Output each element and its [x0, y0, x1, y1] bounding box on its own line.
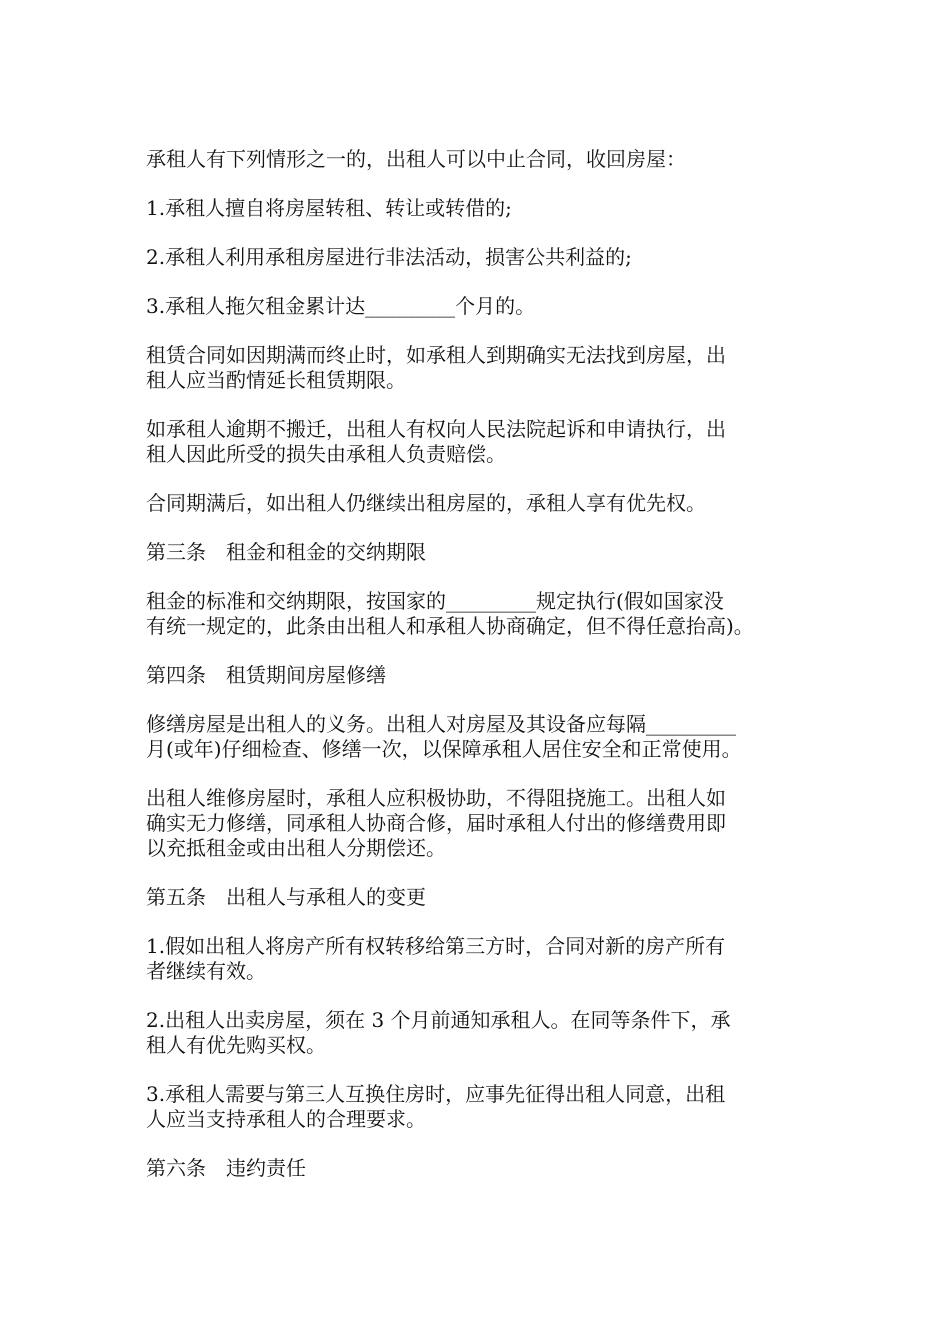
paragraph-priority-right: 合同期满后，如出租人仍继续出租房屋的，承租人享有优先权。 [146, 491, 706, 515]
paragraph-rent-standard: 租金的标准和交纳期限，按国家的_________规定执行(假如国家没 有统一规定的，此条由出租人和承租人协商确定，但不得任意抬高)。 [146, 589, 754, 638]
document-body [146, 147, 826, 1205]
section-heading-article-4: 第四条 租赁期间房屋修缮 [146, 663, 386, 687]
section-heading-article-3: 第三条 租金和租金的交纳期限 [146, 540, 426, 564]
paragraph-item-illegal-use: 2.承租人利用承租房屋进行非法活动，损害公共利益的; [146, 245, 632, 269]
paragraph-item-rent-arrears: 3.承租人拖欠租金累计达_________个月的。 [146, 294, 536, 318]
paragraph-termination-intro: 承租人有下列情形之一的，出租人可以中止合同，收回房屋： [146, 147, 686, 171]
section-heading-article-5: 第五条 出租人与承租人的变更 [146, 885, 426, 909]
paragraph-overdue-eviction: 如承租人逾期不搬迁，出租人有权向人民法院起诉和申请执行，出 租人因此所受的损失由承租人负责赔偿。 [146, 417, 726, 466]
paragraph-lease-extension: 租赁合同如因期满而终止时，如承租人到期确实无法找到房屋，出 租人应当酌情延长租赁期限。 [146, 343, 726, 392]
paragraph-sale-notice: 2.出租人出卖房屋，须在 3 个月前通知承租人。在同等条件下，承 租人有优先购买权。 [146, 1008, 731, 1057]
paragraph-housing-exchange: 3.承租人需要与第三人互换住房时，应事先征得出租人同意，出租 人应当支持承租人的合理要求。 [146, 1082, 726, 1131]
paragraph-repair-obligation: 修缮房屋是出租人的义务。出租人对房屋及其设备应每隔_________ 月(或年)仔细检查、修缮一次，以保障承租人居住安全和正常使用。 [146, 712, 742, 761]
section-heading-article-6: 第六条 违约责任 [146, 1156, 306, 1180]
paragraph-ownership-transfer: 1.假如出租人将房产所有权转移给第三方时，合同对新的房产所有 者继续有效。 [146, 934, 726, 983]
paragraph-item-sublet: 1.承租人擅自将房屋转租、转让或转借的; [146, 196, 512, 220]
paragraph-repair-cooperation: 出租人维修房屋时，承租人应积极协助，不得阻挠施工。出租人如 确实无力修缮，同承租人协商合修，届时承租人付出的修缮费用即 以充抵租金或由出租人分期偿还。 [146, 786, 726, 860]
